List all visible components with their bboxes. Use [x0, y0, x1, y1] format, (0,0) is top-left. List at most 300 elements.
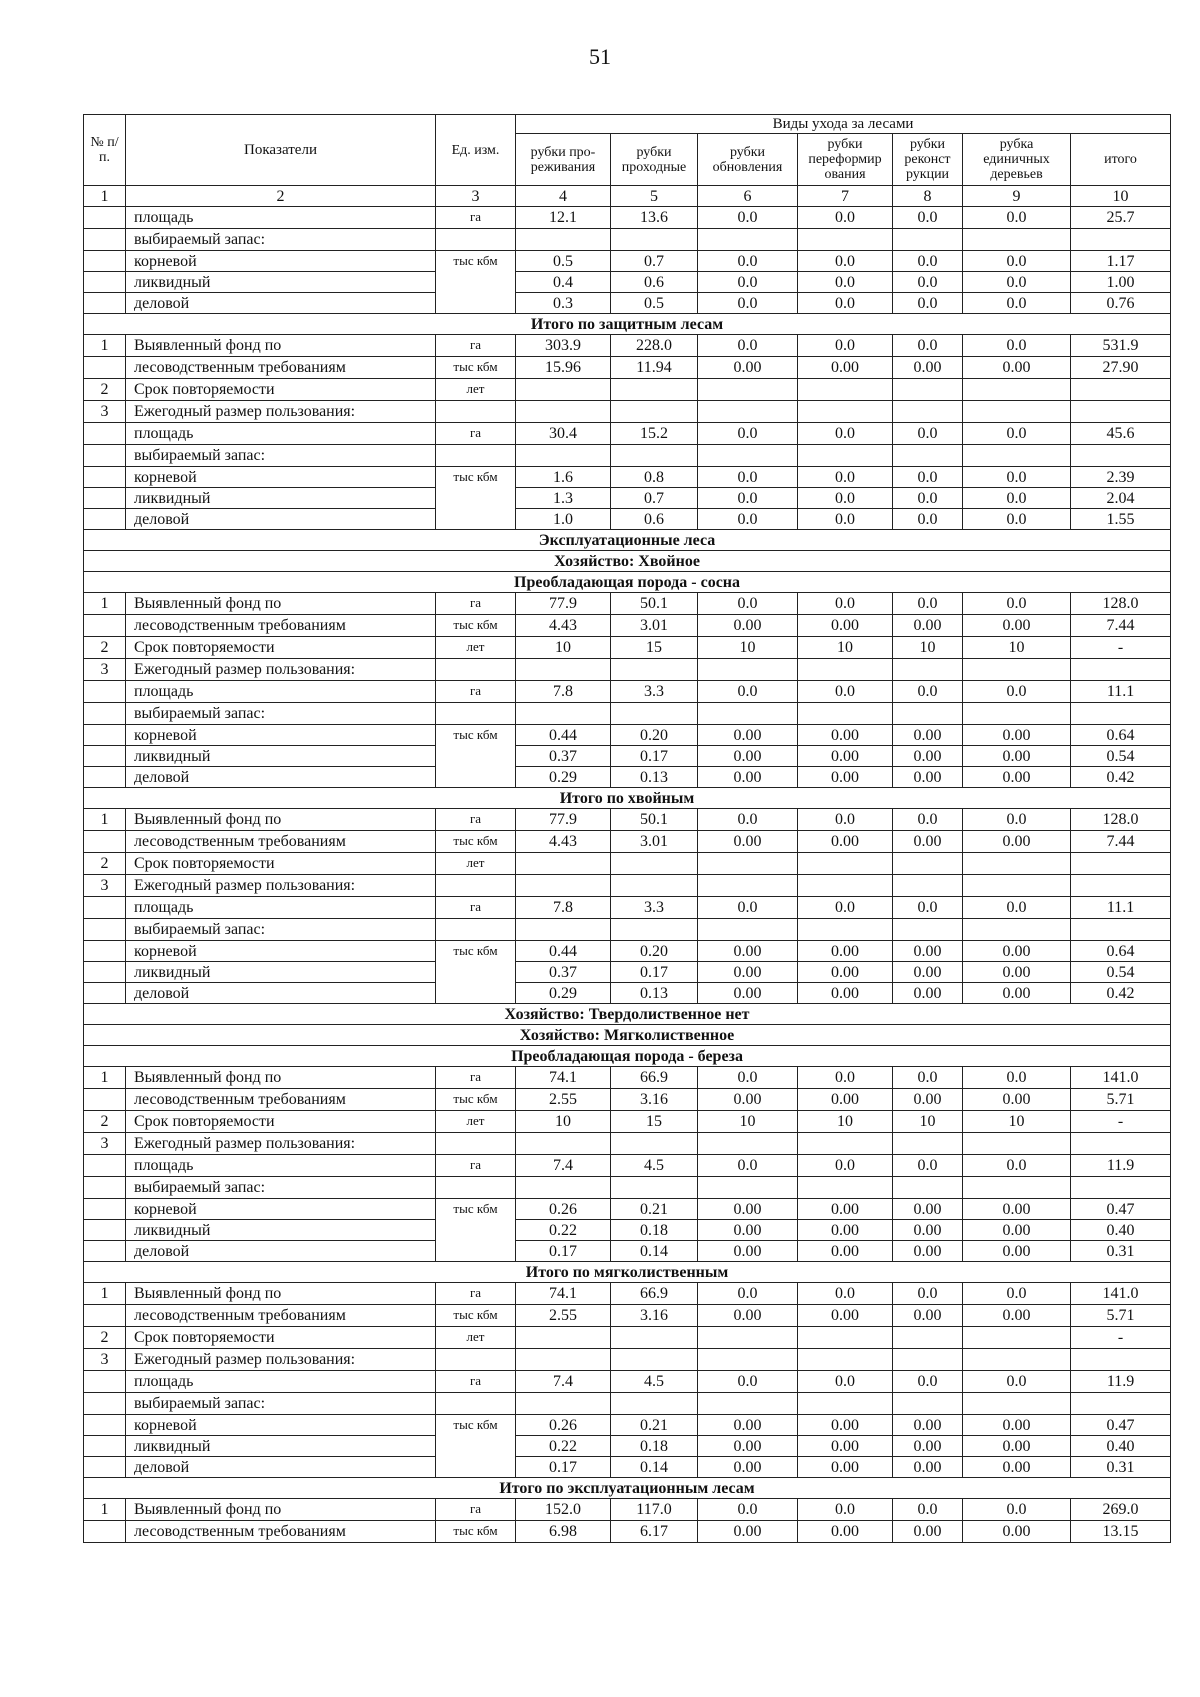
row-number: 3: [84, 875, 126, 897]
value-cell: 7.44: [1071, 831, 1171, 853]
value-cell: [516, 853, 611, 875]
value-cell: [516, 445, 611, 467]
row-number: [84, 831, 126, 853]
value-cell: 2.39: [1071, 467, 1171, 488]
value-cell: 0.13: [611, 983, 698, 1004]
value-cell: [698, 853, 798, 875]
table-row: [84, 1199, 1171, 1220]
value-cell: 0.00: [698, 357, 798, 379]
value-cell: 0.00: [798, 1220, 893, 1241]
value-cell: 0.76: [1071, 293, 1171, 314]
row-label: выбираемый запас:: [126, 445, 436, 467]
table-row: [84, 593, 1171, 615]
value-cell: 0.00: [893, 831, 963, 853]
value-cell: -: [1071, 1111, 1171, 1133]
row-number: [84, 251, 126, 272]
value-cell: 0.0: [698, 897, 798, 919]
value-cell: 0.00: [893, 1415, 963, 1436]
value-cell: [893, 853, 963, 875]
row-label: ликвидный: [126, 1436, 436, 1457]
value-cell: 10: [963, 637, 1071, 659]
value-cell: 4.5: [611, 1371, 698, 1393]
row-number: [84, 357, 126, 379]
section-title: Преобладающая порода - береза: [84, 1046, 1171, 1067]
value-cell: 1.6: [516, 467, 611, 488]
value-cell: 0.00: [698, 1089, 798, 1111]
value-cell: [798, 659, 893, 681]
unit-cell: [436, 1177, 516, 1199]
table-row: [84, 941, 1171, 962]
row-label: лесоводственным требованиям: [126, 1089, 436, 1111]
row-label: деловой: [126, 1457, 436, 1478]
table-row: [84, 767, 1171, 788]
value-cell: 0.0: [893, 1499, 963, 1521]
value-cell: 0.0: [893, 423, 963, 445]
row-number: [84, 941, 126, 962]
value-cell: [611, 703, 698, 725]
value-cell: 0.00: [798, 1436, 893, 1457]
row-number: [84, 1241, 126, 1262]
unit-cell: тыс кбм: [436, 467, 516, 530]
header-group: Виды ухода за лесами: [516, 115, 1171, 134]
value-cell: 0.0: [798, 335, 893, 357]
row-label: Выявленный фонд по: [126, 1067, 436, 1089]
value-cell: 0.00: [798, 615, 893, 637]
row-number: [84, 1521, 126, 1543]
value-cell: 0.00: [963, 746, 1071, 767]
unit-cell: тыс кбм: [436, 1415, 516, 1478]
table-row: [84, 681, 1171, 703]
value-cell: 0.3: [516, 293, 611, 314]
unit-cell: [436, 1393, 516, 1415]
value-cell: 0.0: [698, 467, 798, 488]
row-label: площадь: [126, 1371, 436, 1393]
value-cell: 0.0: [698, 488, 798, 509]
value-cell: 0.0: [798, 1155, 893, 1177]
column-number: 10: [1071, 186, 1171, 207]
value-cell: 0.00: [798, 1415, 893, 1436]
value-cell: 0.00: [698, 1220, 798, 1241]
value-cell: 0.0: [893, 681, 963, 703]
value-cell: [1071, 401, 1171, 423]
value-cell: 0.0: [963, 335, 1071, 357]
value-cell: [611, 1327, 698, 1349]
value-cell: 0.00: [893, 357, 963, 379]
value-cell: 13.15: [1071, 1521, 1171, 1543]
table-row: [84, 207, 1171, 229]
value-cell: 4.5: [611, 1155, 698, 1177]
table-row: [84, 251, 1171, 272]
section-title: Итого по эксплуатационным лесам: [84, 1478, 1171, 1499]
row-number: 1: [84, 335, 126, 357]
value-cell: [893, 875, 963, 897]
unit-cell: лет: [436, 1327, 516, 1349]
value-cell: [1071, 659, 1171, 681]
value-cell: 0.0: [798, 272, 893, 293]
row-label: площадь: [126, 207, 436, 229]
value-cell: 15: [611, 1111, 698, 1133]
unit-cell: га: [436, 335, 516, 357]
value-cell: [698, 703, 798, 725]
row-label: лесоводственным требованиям: [126, 615, 436, 637]
unit-cell: тыс кбм: [436, 251, 516, 314]
value-cell: 0.20: [611, 725, 698, 746]
value-cell: [963, 445, 1071, 467]
value-cell: 50.1: [611, 809, 698, 831]
value-cell: 0.47: [1071, 1199, 1171, 1220]
section-row: [84, 551, 1171, 572]
column-number: 2: [126, 186, 436, 207]
value-cell: 0.0: [963, 509, 1071, 530]
value-cell: 0.00: [698, 1521, 798, 1543]
unit-cell: тыс кбм: [436, 1305, 516, 1327]
value-cell: [1071, 379, 1171, 401]
row-label: Ежегодный размер пользования:: [126, 401, 436, 423]
value-cell: 0.00: [698, 746, 798, 767]
value-cell: 303.9: [516, 335, 611, 357]
table-row: [84, 615, 1171, 637]
value-cell: 77.9: [516, 809, 611, 831]
value-cell: [611, 919, 698, 941]
value-cell: 1.0: [516, 509, 611, 530]
value-cell: 0.00: [893, 1220, 963, 1241]
row-number: [84, 1436, 126, 1457]
value-cell: 0.0: [963, 593, 1071, 615]
header-type: итого: [1071, 134, 1171, 186]
value-cell: 0.00: [893, 1457, 963, 1478]
value-cell: 0.00: [798, 725, 893, 746]
table-row: [84, 853, 1171, 875]
value-cell: [893, 659, 963, 681]
value-cell: [698, 1393, 798, 1415]
value-cell: 15: [611, 637, 698, 659]
value-cell: [1071, 445, 1171, 467]
table-row: [84, 1327, 1171, 1349]
value-cell: 228.0: [611, 335, 698, 357]
value-cell: 0.0: [698, 423, 798, 445]
section-title: Хозяйство: Мягколиственное: [84, 1025, 1171, 1046]
value-cell: 0.54: [1071, 962, 1171, 983]
value-cell: 10: [798, 637, 893, 659]
value-cell: 15.2: [611, 423, 698, 445]
value-cell: [516, 919, 611, 941]
value-cell: 0.00: [893, 1089, 963, 1111]
value-cell: [516, 379, 611, 401]
section-title: Эксплуатационные леса: [84, 530, 1171, 551]
unit-cell: га: [436, 897, 516, 919]
value-cell: 0.13: [611, 767, 698, 788]
table-row: [84, 1521, 1171, 1543]
value-cell: 0.00: [963, 1436, 1071, 1457]
unit-cell: тыс кбм: [436, 831, 516, 853]
value-cell: [893, 401, 963, 423]
unit-cell: [436, 229, 516, 251]
value-cell: 66.9: [611, 1283, 698, 1305]
value-cell: 0.37: [516, 962, 611, 983]
value-cell: 7.4: [516, 1371, 611, 1393]
row-number: [84, 1220, 126, 1241]
section-row: [84, 530, 1171, 551]
value-cell: [611, 1133, 698, 1155]
value-cell: 0.0: [963, 488, 1071, 509]
row-label: площадь: [126, 681, 436, 703]
value-cell: [611, 1177, 698, 1199]
row-number: 3: [84, 1133, 126, 1155]
value-cell: 0.26: [516, 1415, 611, 1436]
value-cell: 0.0: [893, 335, 963, 357]
value-cell: 74.1: [516, 1283, 611, 1305]
value-cell: 0.6: [611, 272, 698, 293]
value-cell: 45.6: [1071, 423, 1171, 445]
value-cell: 0.00: [963, 725, 1071, 746]
row-label: деловой: [126, 767, 436, 788]
table-row: [84, 1283, 1171, 1305]
value-cell: [893, 919, 963, 941]
unit-cell: тыс кбм: [436, 357, 516, 379]
value-cell: [798, 919, 893, 941]
value-cell: 0.14: [611, 1241, 698, 1262]
value-cell: 0.0: [798, 1371, 893, 1393]
value-cell: 0.00: [698, 1457, 798, 1478]
table-row: [84, 401, 1171, 423]
row-label: деловой: [126, 509, 436, 530]
table-row: [84, 1067, 1171, 1089]
value-cell: 0.21: [611, 1199, 698, 1220]
value-cell: 0.17: [611, 746, 698, 767]
row-number: [84, 681, 126, 703]
value-cell: [963, 229, 1071, 251]
section-row: [84, 1004, 1171, 1025]
value-cell: 0.00: [893, 941, 963, 962]
row-label: Срок повторяемости: [126, 379, 436, 401]
value-cell: [698, 919, 798, 941]
value-cell: 0.00: [893, 1305, 963, 1327]
value-cell: 0.0: [798, 681, 893, 703]
value-cell: [963, 1349, 1071, 1371]
table-row: [84, 272, 1171, 293]
row-number: 2: [84, 637, 126, 659]
value-cell: 0.00: [963, 962, 1071, 983]
unit-cell: га: [436, 809, 516, 831]
row-number: [84, 293, 126, 314]
value-cell: 13.6: [611, 207, 698, 229]
row-label: Выявленный фонд по: [126, 593, 436, 615]
section-row: [84, 572, 1171, 593]
column-number: 1: [84, 186, 126, 207]
row-label: ликвидный: [126, 272, 436, 293]
value-cell: 10: [798, 1111, 893, 1133]
value-cell: 0.00: [798, 962, 893, 983]
value-cell: 0.0: [798, 1283, 893, 1305]
value-cell: [516, 703, 611, 725]
value-cell: 15.96: [516, 357, 611, 379]
value-cell: 0.00: [963, 615, 1071, 637]
table-row: [84, 809, 1171, 831]
value-cell: 0.00: [698, 1436, 798, 1457]
unit-cell: лет: [436, 637, 516, 659]
row-number: 2: [84, 1327, 126, 1349]
value-cell: 0.0: [698, 251, 798, 272]
row-label: Срок повторяемости: [126, 1111, 436, 1133]
value-cell: 0.0: [698, 1371, 798, 1393]
value-cell: 0.21: [611, 1415, 698, 1436]
row-label: лесоводственным требованиям: [126, 1305, 436, 1327]
table-row: [84, 659, 1171, 681]
table-row: [84, 293, 1171, 314]
table-body: [84, 207, 1171, 1543]
table-row: [84, 1220, 1171, 1241]
value-cell: 128.0: [1071, 809, 1171, 831]
row-label: корневой: [126, 1199, 436, 1220]
value-cell: 74.1: [516, 1067, 611, 1089]
value-cell: 269.0: [1071, 1499, 1171, 1521]
row-label: ликвидный: [126, 962, 436, 983]
value-cell: 10: [893, 637, 963, 659]
value-cell: 0.00: [798, 1521, 893, 1543]
value-cell: 0.5: [516, 251, 611, 272]
value-cell: 50.1: [611, 593, 698, 615]
table-row: [84, 746, 1171, 767]
header-unit: Ед. изм.: [436, 115, 516, 186]
value-cell: 0.0: [893, 897, 963, 919]
row-number: [84, 467, 126, 488]
value-cell: 0.0: [798, 251, 893, 272]
section-row: [84, 788, 1171, 809]
row-number: 3: [84, 401, 126, 423]
value-cell: 0.00: [798, 1241, 893, 1262]
unit-cell: га: [436, 1499, 516, 1521]
value-cell: 0.18: [611, 1436, 698, 1457]
value-cell: [963, 703, 1071, 725]
value-cell: 6.98: [516, 1521, 611, 1543]
table-row: [84, 1111, 1171, 1133]
value-cell: 0.0: [698, 1283, 798, 1305]
value-cell: 11.94: [611, 357, 698, 379]
value-cell: 0.00: [698, 1199, 798, 1220]
table-row: [84, 919, 1171, 941]
value-cell: 0.29: [516, 767, 611, 788]
value-cell: 10: [698, 637, 798, 659]
unit-cell: лет: [436, 853, 516, 875]
value-cell: [611, 401, 698, 423]
value-cell: 0.4: [516, 272, 611, 293]
value-cell: [963, 659, 1071, 681]
value-cell: 0.00: [698, 941, 798, 962]
value-cell: 3.3: [611, 681, 698, 703]
value-cell: 0.17: [611, 962, 698, 983]
value-cell: 10: [516, 1111, 611, 1133]
value-cell: 0.44: [516, 941, 611, 962]
unit-cell: [436, 919, 516, 941]
section-title: Преобладающая порода - сосна: [84, 572, 1171, 593]
table-row: [84, 1393, 1171, 1415]
value-cell: 6.17: [611, 1521, 698, 1543]
row-number: 2: [84, 853, 126, 875]
value-cell: [698, 875, 798, 897]
value-cell: [516, 1393, 611, 1415]
table-row: [84, 1415, 1171, 1436]
value-cell: 11.9: [1071, 1155, 1171, 1177]
value-cell: 0.0: [893, 251, 963, 272]
header-type: рубка единичных деревьев: [963, 134, 1071, 186]
row-number: [84, 615, 126, 637]
row-label: Выявленный фонд по: [126, 1499, 436, 1521]
unit-cell: лет: [436, 379, 516, 401]
value-cell: 0.0: [963, 1499, 1071, 1521]
value-cell: [798, 1177, 893, 1199]
row-number: [84, 725, 126, 746]
row-label: Срок повторяемости: [126, 637, 436, 659]
row-number: 2: [84, 1111, 126, 1133]
row-label: площадь: [126, 897, 436, 919]
row-label: ликвидный: [126, 1220, 436, 1241]
row-label: ликвидный: [126, 746, 436, 767]
row-number: 1: [84, 1499, 126, 1521]
value-cell: [963, 1177, 1071, 1199]
unit-cell: [436, 445, 516, 467]
unit-cell: [436, 1349, 516, 1371]
row-label: Ежегодный размер пользования:: [126, 875, 436, 897]
value-cell: 2.04: [1071, 488, 1171, 509]
value-cell: [963, 1393, 1071, 1415]
value-cell: 10: [963, 1111, 1071, 1133]
value-cell: 0.00: [963, 1241, 1071, 1262]
row-label: выбираемый запас:: [126, 919, 436, 941]
value-cell: [611, 1393, 698, 1415]
value-cell: [893, 379, 963, 401]
value-cell: 0.0: [798, 423, 893, 445]
value-cell: 11.1: [1071, 681, 1171, 703]
value-cell: [963, 401, 1071, 423]
value-cell: 0.8: [611, 467, 698, 488]
value-cell: [1071, 875, 1171, 897]
table-row: [84, 897, 1171, 919]
value-cell: 0.0: [798, 509, 893, 530]
value-cell: 0.00: [893, 746, 963, 767]
value-cell: 2.55: [516, 1089, 611, 1111]
value-cell: -: [1071, 1327, 1171, 1349]
value-cell: 0.0: [698, 207, 798, 229]
value-cell: 10: [516, 637, 611, 659]
row-label: Ежегодный размер пользования:: [126, 1349, 436, 1371]
section-title: Итого по хвойным: [84, 788, 1171, 809]
row-number: [84, 962, 126, 983]
value-cell: 0.00: [798, 941, 893, 962]
value-cell: [611, 659, 698, 681]
value-cell: [893, 1349, 963, 1371]
value-cell: 0.0: [893, 509, 963, 530]
value-cell: 0.64: [1071, 725, 1171, 746]
value-cell: 0.00: [963, 1415, 1071, 1436]
value-cell: 0.00: [698, 1241, 798, 1262]
value-cell: 152.0: [516, 1499, 611, 1521]
value-cell: 3.3: [611, 897, 698, 919]
table-row: [84, 335, 1171, 357]
row-number: [84, 445, 126, 467]
unit-cell: га: [436, 1067, 516, 1089]
unit-cell: га: [436, 681, 516, 703]
value-cell: [1071, 919, 1171, 941]
value-cell: 0.0: [698, 681, 798, 703]
value-cell: [893, 1133, 963, 1155]
table-row: [84, 379, 1171, 401]
row-number: [84, 1457, 126, 1478]
value-cell: 0.00: [698, 1415, 798, 1436]
value-cell: 0.40: [1071, 1436, 1171, 1457]
value-cell: 10: [893, 1111, 963, 1133]
row-label: корневой: [126, 251, 436, 272]
value-cell: 0.00: [893, 1241, 963, 1262]
